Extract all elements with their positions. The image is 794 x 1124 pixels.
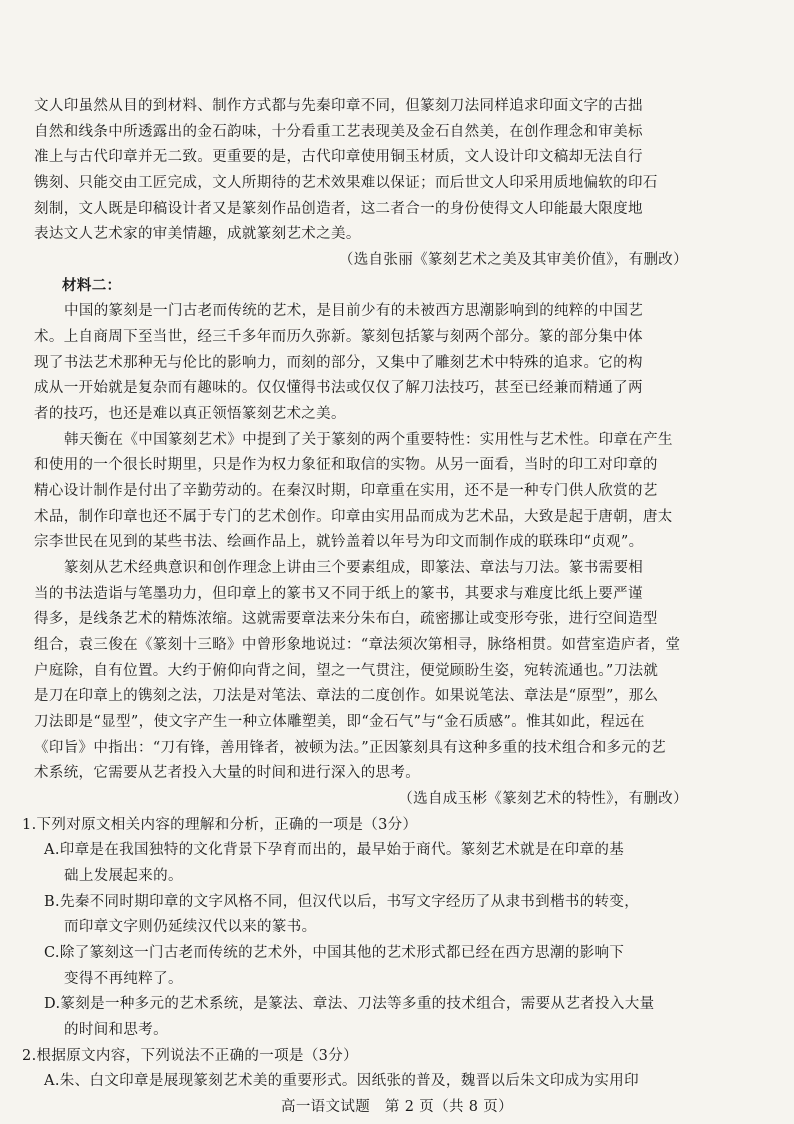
text-line: 篆刻从艺术经典意识和创作理念上讲由三个要素组成，即篆法、章法与刀法。篆书需要相 [64, 560, 644, 576]
option-a: A.印章是在我国独特的文化背景下孕育而出的，最早始于商代。篆刻艺术就是在印章的基 [44, 842, 625, 858]
text-line: 术。上自商周下至当世，经三千多年而历久弥新。篆刻包括篆与刻两个部分。篆的部分集中体 [34, 329, 643, 345]
option-c-cont: 变得不再纯粹了。 [64, 971, 183, 987]
text-line: 镌刻、只能交由工匠完成，文人所期待的艺术效果难以保证；而后世文人印采用质地偏软的印石 [34, 175, 658, 191]
source-citation: （选自成玉彬《篆刻艺术的特性》，有删改） [398, 791, 688, 807]
option-b: B.先秦不同时期印章的文字风格不同，但汉代以后，书写文字经历了从隶书到楷书的转变， [44, 894, 640, 910]
text-line: 文人印虽然从目的到材料、制作方式都与先秦印章不同，但篆刻刀法同样追求印面文字的古拙 [34, 98, 643, 114]
page-footer: 高一语文试题 第 2 页（共 8 页） [280, 1099, 514, 1115]
text-line: 现了书法艺术那种无与伦比的影响力，而刻的部分，又集中了雕刻艺术中特殊的追求。它的构 [34, 355, 643, 371]
option-a: A.朱、白文印章是展现篆刻艺术美的重要形式。因纸张的普及，魏晋以后朱文印成为实用印 [44, 1073, 639, 1089]
text-line: 得多，是线条艺术的精炼浓缩。这就需要章法来分朱布白，疏密挪让或变形夸张，进行空间造型 [34, 611, 658, 627]
source-citation: （选自张丽《篆刻艺术之美及其审美价值》，有删改） [338, 252, 688, 268]
option-c: C.除了篆刻这一门古老而传统的艺术外，中国其他的艺术形式都已经在西方思潮的影响下 [44, 945, 625, 961]
text-line: 户庭除，自有位置。大约于俯仰向背之间，望之一气贯注，便觉顾盼生姿，宛转流通也。”刀法就 [34, 663, 659, 679]
text-line: 中国的篆刻是一门古老而传统的艺术，是目前少有的未被西方思潮影响到的纯粹的中国艺 [64, 303, 644, 319]
text-line: 者的技巧，也还是难以真正领悟篆刻艺术之美。 [34, 406, 346, 422]
text-line: 精心设计制作是付出了辛勤劳动的。在秦汉时期，印章重在实用，还不是一种专门供人欣赏的艺 [34, 483, 658, 499]
text-line: 术品，制作印章也还不属于专门的艺术创作。印章由实用品而成为艺术品，大致是起于唐朝，唐太 [34, 509, 673, 525]
text-line: 组合，袁三俊在《篆刻十三略》中曾形象地说过：“章法须次第相寻，脉络相贯。如营室造庐者，堂 [34, 637, 681, 653]
section-heading: 材料二： [62, 277, 122, 294]
text-line: 宗李世民在见到的某些书法、绘画作品上，就钤盖着以年号为印文而制作成的联珠印“贞观”。 [34, 534, 644, 550]
text-line: 刻制，文人既是印稿设计者又是篆刻作品创造者，这二者合一的身份使得文人印能最大限度地 [34, 201, 643, 217]
text-line: 是刀在印章上的镌刻之法，刀法是对笔法、章法的二度创作。如果说笔法、章法是“原型”，那么 [34, 688, 659, 704]
option-b-cont: 而印章文字则仍延续汉代以来的篆书。 [64, 919, 317, 935]
question-stem: 2.根据原文内容，下列说法不正确的一项是（3分） [22, 1048, 358, 1064]
text-line: 当的书法造诣与笔墨功力，但印章上的篆书又不同于纸上的篆书，其要求与难度比纸上要严谨 [34, 586, 643, 602]
text-line: 韩天衡在《中国篆刻艺术》中提到了关于篆刻的两个重要特性：实用性与艺术性。印章在产生 [64, 432, 673, 448]
option-d-cont: 的时间和思考。 [64, 1022, 168, 1038]
question-stem: 1.下列对原文相关内容的理解和分析，正确的一项是（3分） [22, 817, 418, 833]
option-a-cont: 础上发展起来的。 [64, 868, 183, 884]
text-line: 术系统，它需要从艺者投入大量的时间和进行深入的思考。 [34, 765, 421, 781]
text-line: 自然和线条中所透露出的金石韵味，十分看重工艺表现美及金石自然美，在创作理念和审美标 [34, 124, 643, 140]
text-line: 《印旨》中指出：“刀有锋，善用锋者，被顿为法。”正因篆刻具有这种多重的技术组合和多元的艺 [34, 740, 666, 756]
text-line: 成从一开始就是复杂而有趣味的。仅仅懂得书法或仅仅了解刀法技巧，甚至已经兼而精通了两 [34, 380, 643, 396]
option-d: D.篆刻是一种多元的艺术系统，是篆法、章法、刀法等多重的技术组合，需要从艺者投入大量 [44, 996, 655, 1012]
text-line: 表达文人艺术家的审美情趣，成就篆刻艺术之美。 [34, 226, 361, 242]
text-line: 刀法即是“显型”，使文字产生一种立体雕塑美，即“金石气”与“金石质感”。惟其如此，程远在 [34, 714, 645, 730]
text-line: 准上与古代印章并无二致。更重要的是，古代印章使用铜玉材质，文人设计印文稿却无法自行 [34, 149, 643, 165]
text-line: 和使用的一个很长时期里，只是作为权力象征和取信的实物。从另一面看，当时的印工对印章的 [34, 457, 658, 473]
